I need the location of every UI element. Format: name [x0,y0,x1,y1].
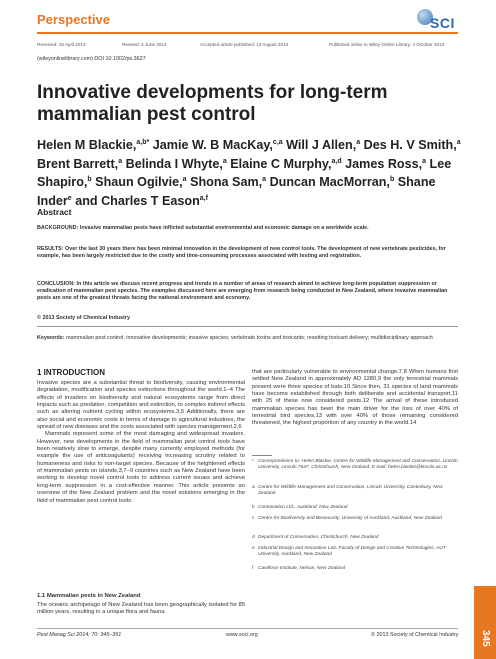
author-affiliation-mark: a [182,176,187,184]
author-affiliation-mark: e [67,195,72,203]
published-date: Published online in Wiley Online Library: 4 October 2013 [329,42,445,47]
footnote-text: Centre for Wildlife Management and Conservation, Lincoln University, Canterbury, New Zealand [258,485,443,497]
doi-line: (wileyonlinelibrary.com) DOI 10.1002/ps.3627 [37,56,146,62]
author-name: Will J Allen, [286,138,357,153]
revised-date: Revised: 4 June 2013 [122,42,167,47]
footnote-mark: a [252,485,255,490]
author-name: Lee Shapiro, [37,156,452,190]
footnote-mark: f [252,566,254,571]
article-title: Innovative developments for long-term mammalian pest control [37,82,388,125]
author-affiliation-mark: a [422,157,427,165]
author-name: Des H. V Smith, [363,138,457,153]
keywords-text: mammalian pest control; innovative developments; invasive species; vertebrate toxins and toxicants; resetting toxicant delivery; multidisciplinary approach [66,335,433,341]
author-affiliation-mark: a,b* [136,139,150,146]
paragraph: The oceanic archipelago of New Zealand has been geographically isolated for 85 million years, resulting in a unique flora and fauna [37,602,245,616]
author-affiliation-mark: a [262,176,267,184]
footnote [252,566,458,572]
footnote [252,459,458,471]
footnote [252,485,458,497]
abstract-conclusion: CONCLUSION: In this article we discuss recent progress and trends in a number of areas of research aimed to achieve long-term population suppression or eradication of mammalian pest species. The examples discussed here are emerging from research being conducted in New Zealand, where invasive mammalian pests are one of the greatest threats facing the national environment and economy. [37,281,448,301]
accepted-date: Accepted article published: 13 August 2013 [200,42,289,47]
journal-website-link[interactable]: www.soci.org [226,632,258,638]
author-name: Jamie W. B MacKay, [152,138,273,153]
paragraph: Mammals represent some of the most damaging and widespread invaders. However, new developments in the field of mammalian pest control tools have been relatively slow to emerge, despite many currently employed methods (for example the use of anticoagulants) receiving increasing scrutiny related to humaneness and risks to non-target species. Because of the heightened effects of mammalian pests on islands,3,7–9 countries such as New Zealand have been working to develop novel control tools to address current issues and achieve long-term suppression in a cost-effective manner. This article presents an overview of the New Zealand problem and the novel solutions emerging in the field of mammalian pest control tools. [37,431,245,504]
footnote-mark: * [252,459,254,464]
logo-text: SCI [430,15,455,31]
paragraph: that are particularly vulnerable to environmental change.7,8 When humans first settled New Zealand in approximately AD 1280,9 the only terrestrial mammals present were three species of bats.10 Since then, 31 species of land mammals have become established through both deliberate and accidental transport,11 with 25 of these now considered pests.12 The arrival of these introduced mammalian species has been the main driver for the loss of over 40% of terrestrial bird species,13 with over 40% of those remaining considered threatened, the highest proportion of any country in the world.14 [252,369,458,427]
section-heading-introduction: 1 INTRODUCTION [37,368,105,377]
received-date: Received: 19 April 2013 [37,42,86,47]
footnote [252,546,458,558]
author-name: Elaine C Murphy, [230,156,332,171]
subsection-heading: 1.1 Mammalian pests in New Zealand [37,593,141,599]
author-name: Shaun Ogilvie, [95,175,183,190]
author-name: Duncan MacMorran, [269,175,390,190]
footnote-text: Cawthron Institute, Nelson, New Zealand [258,566,346,571]
author-name: James Ross, [345,156,423,171]
footnote-mark: d [252,535,255,540]
author-name: Brent Barrett, [37,156,119,171]
author-affiliation-mark: c,a [272,139,283,146]
footer-rule [37,628,458,629]
page-number: 345 [480,630,491,647]
author-affiliation-mark: a,f [199,195,208,203]
sci-logo [417,9,459,33]
author-affiliation-mark: a [118,157,123,165]
page-number-tab [474,586,496,659]
abstract-copyright: © 2013 Society of Chemical Industry [37,315,130,321]
footnote [252,505,458,511]
abstract-background: BACKGROUND: Invasive mammalian pests have inflicted substantial environmental and economic damage on a worldwide scale. [37,225,369,231]
footnote [252,516,458,522]
author-list [37,135,467,210]
author-affiliation-mark: a [456,139,461,146]
header-rule [37,32,458,34]
author-affiliation-mark: a [356,139,361,146]
paragraph: Invasive species are a substantial threat to biodiversity, causing environmental degradation, modification and species extinctions throughout the world.1–4 The effects of invaders on biodiversity and natural ecosystems range from direct impacts such as predation, competition and extinction, to complex indirect effects such as altering nutrient cycling within ecosystems.3,5 Additionally, there are also social and economic costs in terms of damage to agricultural industries, the spread of new diseases and the costs associated with species management.2,6 [37,380,245,431]
abstract-results: RESULTS: Over the last 30 years there has been minimal innovation in the development of new control tools. The development of new vertebrate pesticides, for example, has been largely restricted due to the costly and time-consuming processes associated with testing and registration. [37,246,446,259]
keywords-divider [37,326,458,327]
footnote [252,535,458,541]
footnote-text: Correspondence to: Helen Blackie, Centre for Wildlife Management and Conservation, Lincoln University, Lincoln 7647, Christchurch, New Zealand. E-mail: helen.blackie@lincoln.ac.nz [258,459,458,471]
author-affiliation-mark: a,d [331,157,342,165]
footnote-mark: c [252,516,255,521]
section-label: Perspective [37,12,110,27]
author-affiliation-mark: a [222,157,227,165]
author-name: and Charles T Eason [75,194,200,209]
footnote-text: Connovation Ltd., Auckland, New Zealand [258,505,348,510]
intro-text [37,380,245,505]
footnote-text: Centre for Biodiversity and Biosecurity, University of Auckland, Auckland, New Zealand [258,516,443,521]
journal-citation: Pest Manag Sci 2014; 70: 345–351 [37,632,122,638]
abstract-heading: Abstract [37,207,72,217]
footnote-mark: e [252,546,255,551]
keywords-label: Keywords: [37,335,65,341]
author-affiliation-mark: b [87,176,92,184]
keywords [37,335,457,342]
author-name: Helen M Blackie, [37,138,137,153]
author-name: Shane Inder [37,175,436,209]
footnote-divider [252,455,272,456]
footer-copyright: © 2013 Society of Chemical Industry [371,632,459,638]
footnote-text: Department of Conservation, Christchurch, New Zealand [258,535,379,540]
footnote-text: Industrial Design and Innovation Lab, Faculty of Design and Creative Technologies, AUT University, Auckland, New Zealand [258,546,446,558]
author-name: Belinda I Whyte, [125,156,223,171]
author-name: Shona Sam, [190,175,263,190]
footnote-mark: b [252,505,255,510]
author-affiliation-mark: b [389,176,395,184]
